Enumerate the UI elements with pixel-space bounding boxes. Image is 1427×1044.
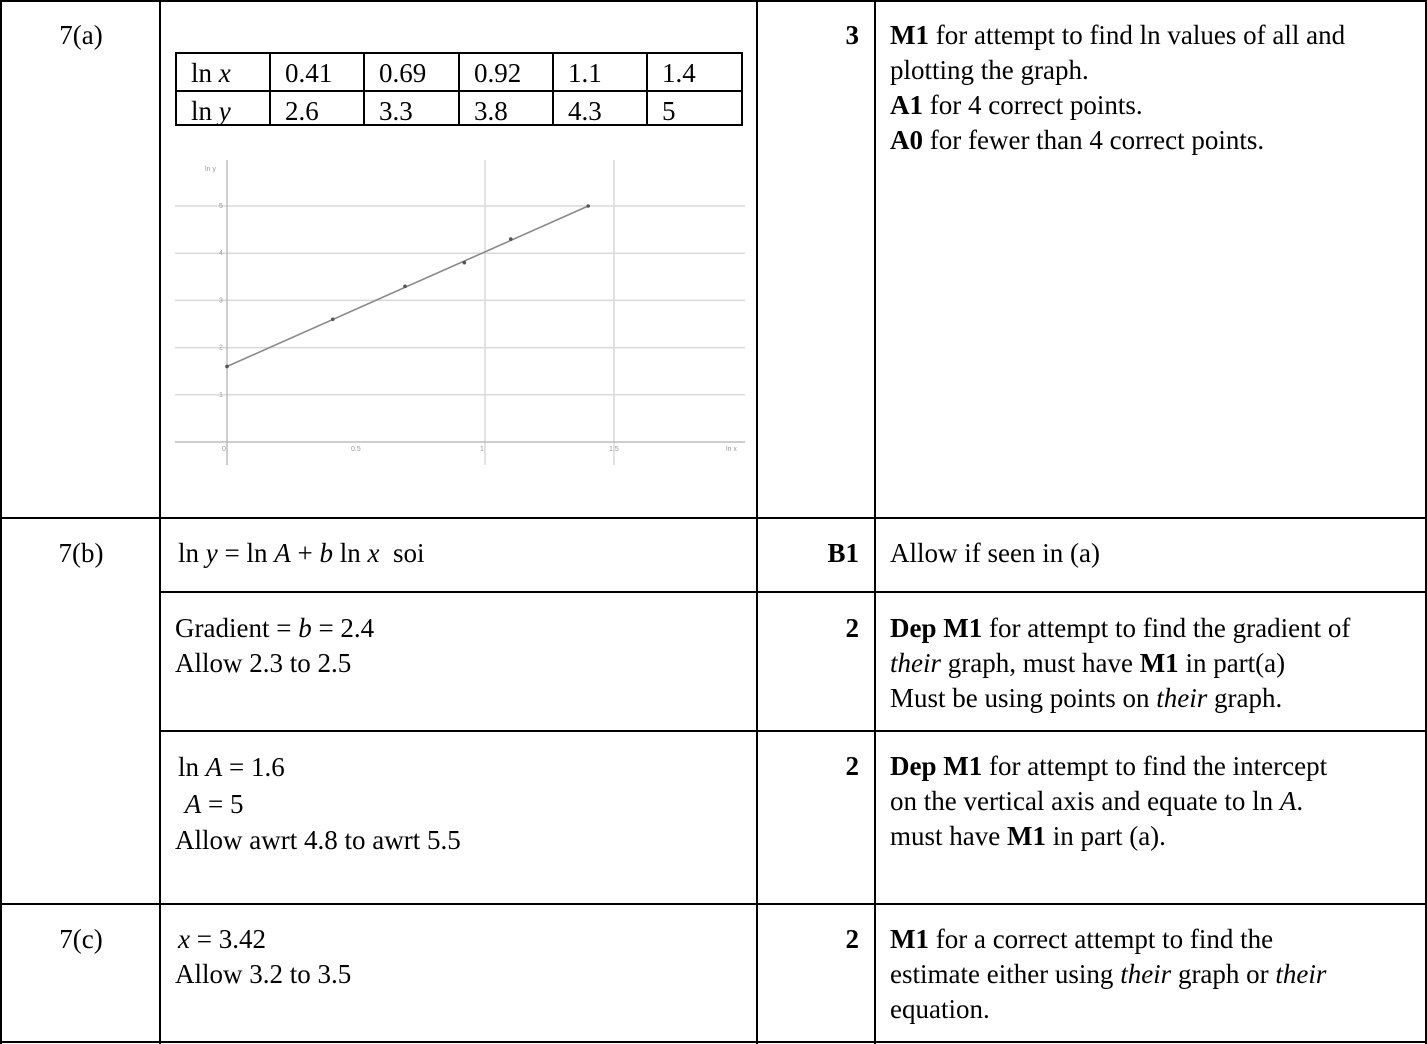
x-tick-label: 1.5	[609, 446, 619, 453]
table-border-top	[0, 0, 1427, 2]
x-axis-label: ln x	[726, 446, 737, 453]
x-tick-label: 0.5	[351, 446, 361, 453]
table-cell: 4.3	[568, 96, 602, 126]
data-point	[225, 365, 229, 369]
data-point	[586, 204, 590, 208]
row-divider	[0, 903, 1427, 905]
mark: 2	[845, 751, 859, 781]
row-header-lnx: ln x	[191, 58, 231, 88]
table-cell: 2.6	[285, 96, 319, 126]
x-tick-label: 0	[222, 446, 226, 453]
mark: 2	[845, 613, 859, 643]
answer-7b-3: ln A = 1.6 A = 5 Allow awrt 4.8 to awrt 5.5	[175, 752, 461, 855]
question-number: 7(a)	[59, 20, 103, 50]
y-tick-label: 2	[219, 344, 223, 352]
y-axis-label: ln y	[205, 166, 216, 173]
table-cell: 3.3	[379, 96, 413, 126]
question-number: 7(b)	[58, 538, 104, 568]
row-divider	[159, 591, 1427, 593]
table-cell: 0.41	[285, 58, 333, 88]
data-point	[403, 284, 407, 288]
column-divider	[874, 0, 876, 1044]
mark: 2	[845, 924, 859, 954]
table-cell: 1.4	[662, 58, 696, 88]
mark: B1	[827, 538, 859, 568]
column-divider	[159, 0, 161, 1044]
row-header-lny: ln y	[191, 96, 231, 126]
answer-7b-1: ln y = ln A + b ln x soi	[178, 538, 425, 568]
guidance-7b-2: Dep M1 for attempt to find the gradient of their graph, must have M1 in part(a) Must be using points on their graph.	[890, 613, 1351, 713]
answer-7b-2: Gradient = b = 2.4 Allow 2.3 to 2.5	[175, 613, 375, 678]
answer-7c: x = 3.42 Allow 3.2 to 3.5	[175, 924, 352, 989]
y-tick-label: 1	[219, 391, 223, 399]
table-cell: 0.92	[474, 58, 522, 88]
row-divider	[159, 730, 1427, 732]
table-border-bottom	[0, 1041, 1427, 1043]
data-point	[509, 237, 513, 241]
best-fit-line	[227, 206, 588, 366]
table-cell: 0.69	[379, 58, 427, 88]
row-divider	[0, 517, 1427, 519]
data-point	[331, 317, 335, 321]
y-tick-label: 3	[219, 297, 223, 305]
table-border-left	[0, 0, 2, 1044]
x-tick-label: 1	[480, 446, 484, 453]
value-table	[175, 52, 743, 126]
table-cell: 3.8	[474, 96, 508, 126]
y-tick-label: 5	[219, 203, 223, 210]
question-number: 7(c)	[59, 924, 103, 954]
column-divider	[756, 0, 758, 1044]
mark: 3	[845, 20, 859, 50]
guidance-7a: M1 for attempt to find ln values of all and plotting the graph. A1 for 4 correct points. A0 for fewer than 4 correct points.	[890, 20, 1346, 155]
guidance-7c: M1 for a correct attempt to find the estimate either using their graph or their equation.	[890, 924, 1327, 1024]
table-cell: 5	[662, 96, 676, 126]
y-tick-label: 4	[219, 250, 223, 258]
ln-graph	[170, 155, 750, 475]
guidance: Allow if seen in (a)	[890, 538, 1100, 568]
table-cell: 1.1	[568, 58, 602, 88]
guidance-7b-3: Dep M1 for attempt to find the intercept on the vertical axis and equate to ln A. must have M1 in part (a).	[890, 751, 1328, 851]
data-point	[463, 261, 467, 265]
